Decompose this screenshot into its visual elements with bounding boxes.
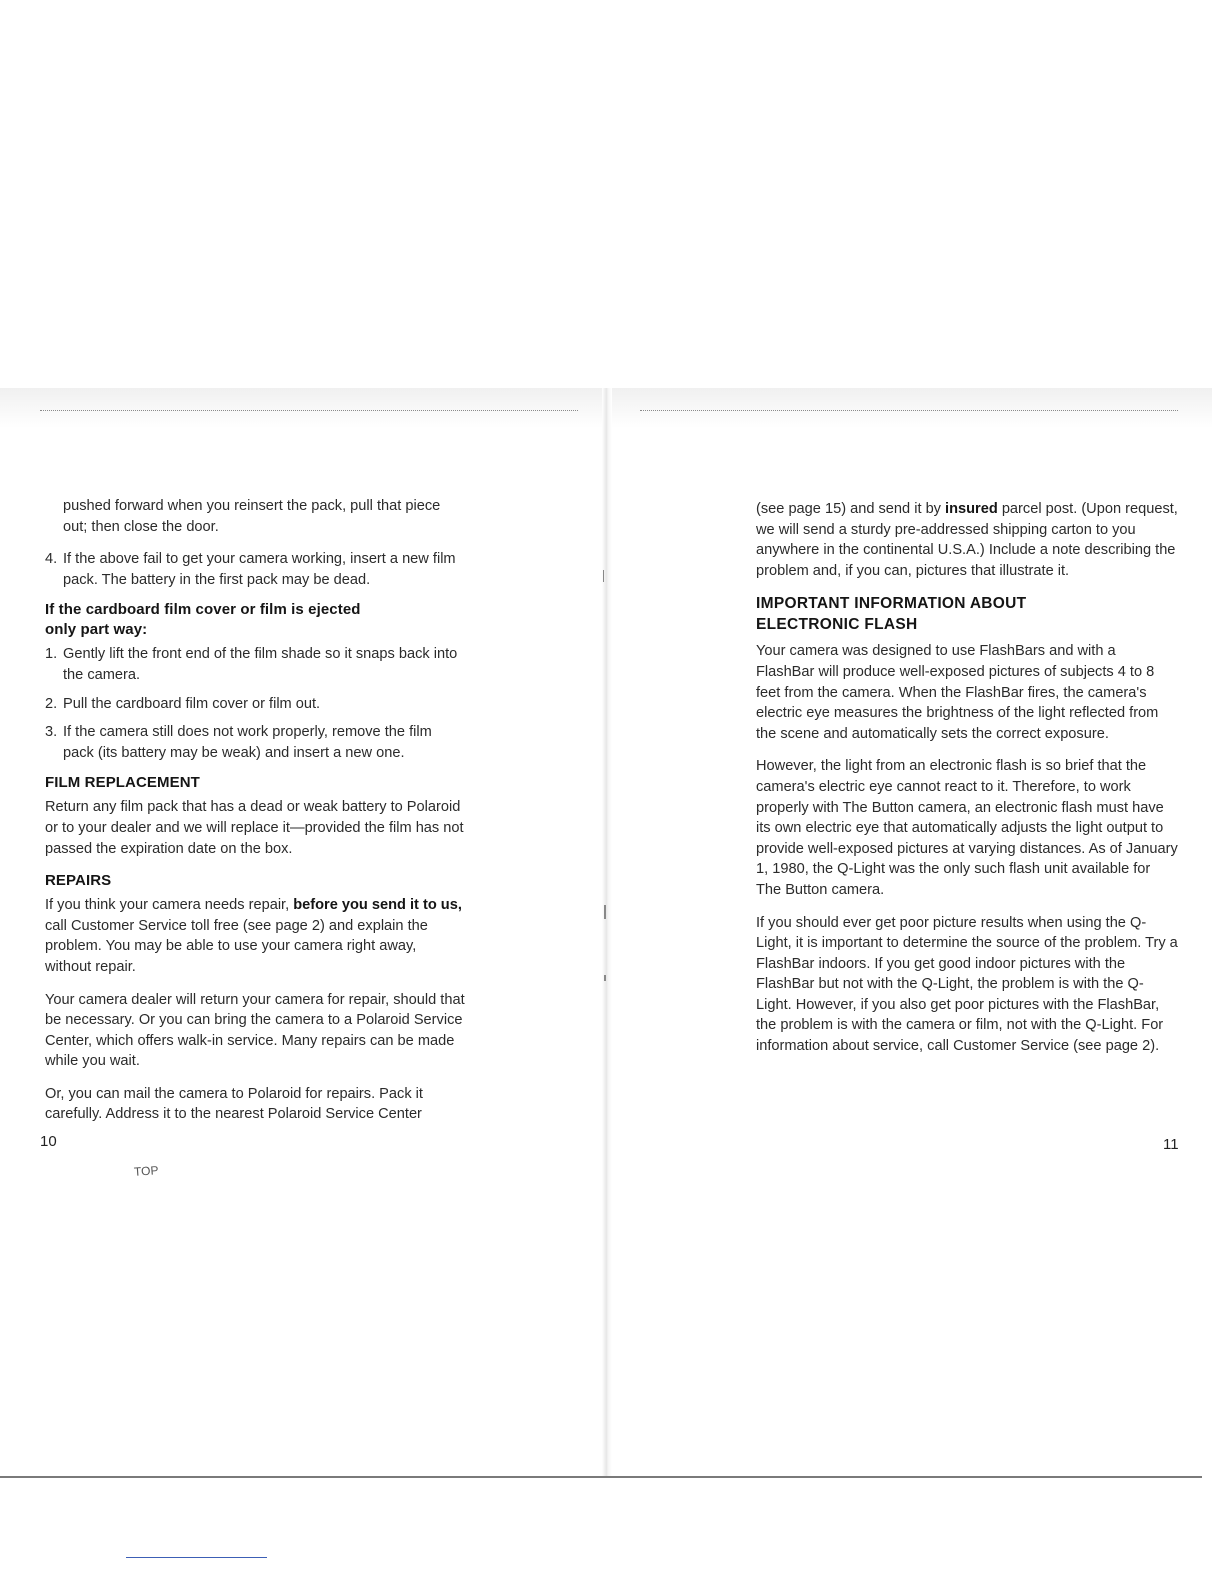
repairs-heading: REPAIRS	[45, 872, 112, 890]
flash-heading-line1: IMPORTANT INFORMATION ABOUT	[756, 595, 1027, 613]
ejected-steps-list	[45, 644, 465, 763]
ejected-heading-line1: If the cardboard film cover or film is ejected	[45, 601, 361, 619]
cont-bold: insured	[945, 501, 998, 517]
spread-bottom-edge	[0, 1476, 1202, 1478]
list-item	[45, 549, 465, 590]
right-page	[606, 388, 1212, 1478]
list-item	[45, 694, 465, 715]
cont-start: (see page 15) and send it by	[756, 501, 946, 517]
left-page	[0, 388, 606, 1478]
left-column	[45, 496, 465, 1137]
flash-heading-line2: ELECTRONIC FLASH	[756, 616, 918, 634]
right-column	[756, 499, 1178, 1069]
repairs-p1-bold: before you send it to us,	[293, 897, 462, 914]
list-item	[45, 644, 465, 685]
repairs-paragraph-2: Your camera dealer will return your camera for repair, should that be necessary. Or you can bring the camera to a Polaroid Service Center, which offers walk-in service. Many repairs can be made while you wait.	[45, 991, 465, 1070]
repairs-p1-start: If you think your camera needs repair,	[45, 897, 294, 914]
continued-paragraph	[756, 499, 1178, 581]
scan-speck	[604, 975, 606, 981]
troubleshoot-list-continued	[45, 549, 465, 590]
list-number: 4.	[45, 551, 58, 568]
list-number: 1.	[45, 646, 58, 663]
film-replacement-text: Return any film pack that has a dead or weak battery to Polaroid or to your dealer and we will replace it—provided the film has not passed the expiration date on the box.	[45, 799, 464, 857]
list-text: If the camera still does not work properly, remove the film pack (its battery may be weak) and insert a new one.	[63, 724, 432, 761]
footer-rule	[126, 1557, 267, 1558]
scan-speck	[604, 905, 606, 919]
top-rule-right	[640, 410, 1178, 411]
ejected-heading-line2: only part way:	[45, 621, 148, 639]
top-rule-left	[40, 410, 578, 411]
list-number: 2.	[45, 695, 58, 712]
list-text: Gently lift the front end of the film shade so it snaps back into the camera.	[63, 646, 458, 683]
repairs-paragraph-1	[45, 895, 465, 977]
continued-text: pushed forward when you reinsert the pack, pull that piece out; then close the door.	[63, 498, 441, 535]
margin-mark: TOP	[133, 1163, 159, 1179]
flash-paragraph-1: Your camera was designed to use FlashBars and with a FlashBar will produce well-exposed pictures of subjects 4 to 8 feet from the camera. When the FlashBar fires, the camera's electric eye measures the brightness of the light reflected from the scene and automatically sets the correct exposure.	[756, 643, 1159, 742]
list-item	[45, 722, 465, 763]
list-text: If the above fail to get your camera working, insert a new film pack. The battery in the first pack may be dead.	[63, 551, 456, 588]
flash-paragraph-2: However, the light from an electronic flash is so brief that the camera's electric eye cannot react to it. Therefore, to work properly with The Button camera, an electronic flash must have its own electric eye that automatically adjusts the light output to provide well-exposed pictures at varying distances. As of January 1, 1980, the Q-Light was the only such flash unit available for The Button camera.	[756, 758, 1178, 898]
repairs-p1-end: call Customer Service toll free (see page 2) and explain the problem. You may be able to use your camera right away, without repair.	[45, 917, 428, 975]
flash-paragraph-3: If you should ever get poor picture results when using the Q-Light, it is important to determine the source of the problem. Try a FlashBar indoors. If you get good indoor pictures with the FlashBar but not with the Q-Light, the problem is with the Q-Light. However, if you also get poor pictures with the FlashBar, the problem is with the camera or film, not with the Q-Light. For information about service, call Customer Service (see page 2).	[756, 914, 1178, 1055]
film-replacement-heading: FILM REPLACEMENT	[45, 774, 200, 792]
list-number: 3.	[45, 724, 58, 741]
list-text: Pull the cardboard film cover or film out.	[63, 695, 321, 712]
ejected-heading	[45, 600, 465, 640]
repairs-paragraph-3: Or, you can mail the camera to Polaroid for repairs. Pack it carefully. Address it to the nearest Polaroid Service Center	[45, 1085, 423, 1123]
cont-end: parcel post. (Upon request, we will send a sturdy pre-addressed shipping carton to you anywhere in the continental U.S.A.) Include a note describing the problem and, if you can, pictures that illustrate it.	[756, 501, 1178, 579]
scan-speck	[603, 570, 604, 582]
flash-heading	[756, 593, 1178, 635]
page-number-right: 11	[1163, 1136, 1179, 1153]
page-number-left: 10	[40, 1133, 57, 1150]
